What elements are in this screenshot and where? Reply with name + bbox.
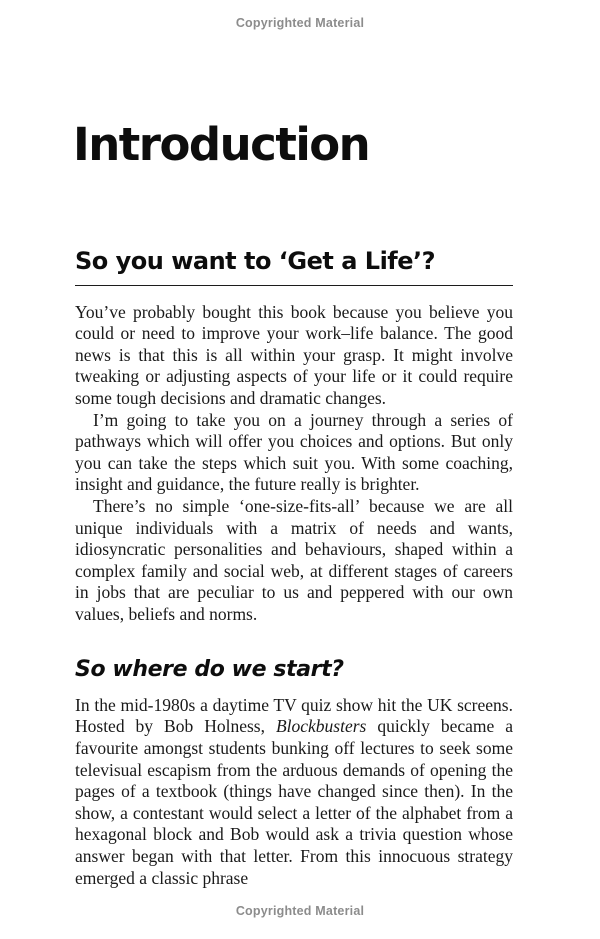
paragraph-3: There’s no simple ‘one-size-fits-all’ because we are all unique individuals with a matrix of needs and wants, idiosyncratic personalities and behaviours, shaped within a complex family and social web, at different stages of careers in jobs that are peculiar to us and peppered with our own values, beliefs and norms. <box>75 495 513 624</box>
paragraph-4-text-before: In the mid-1980s a daytime TV quiz show hit the UK screens. Hosted by Bob Holness, <box>75 694 513 737</box>
page-content <box>75 248 513 889</box>
book-title-italic: Blockbusters <box>275 716 367 737</box>
paragraph-4 <box>75 695 513 889</box>
chapter-title: Introduction <box>73 118 370 171</box>
subsection-heading: So where do we start? <box>75 656 344 682</box>
body-text <box>75 302 513 890</box>
paragraph-2: I’m going to take you on a journey through a series of pathways which will offer you choices and options. But only you can take the steps which suit you. With some coaching, insight and guidance, the future really is brighter. <box>75 409 513 495</box>
paragraph-1: You’ve probably bought this book because you believe you could or need to improve your work–life balance. The good news is that this is all within your grasp. It might involve tweaking or adjusting aspects of your life or it could require some tough decisions and dramatic changes. <box>75 301 513 408</box>
copyright-notice-top: Copyrighted Material <box>235 16 365 30</box>
section-heading: So you want to ‘Get a Life’? <box>75 248 513 286</box>
paragraph-4-text-after: quickly became a favourite amongst students bunking off lectures to seek some televisual escapism from the arduous demands of opening the pages of a textbook (things have changed since then). In the show, a contestant would select a letter of the alphabet from a hexagonal block and Bob would ask a trivia question whose answer began with that letter. From this innocuous strategy emerged a classic phrase <box>75 716 513 888</box>
copyright-notice-bottom: Copyrighted Material <box>235 904 365 918</box>
